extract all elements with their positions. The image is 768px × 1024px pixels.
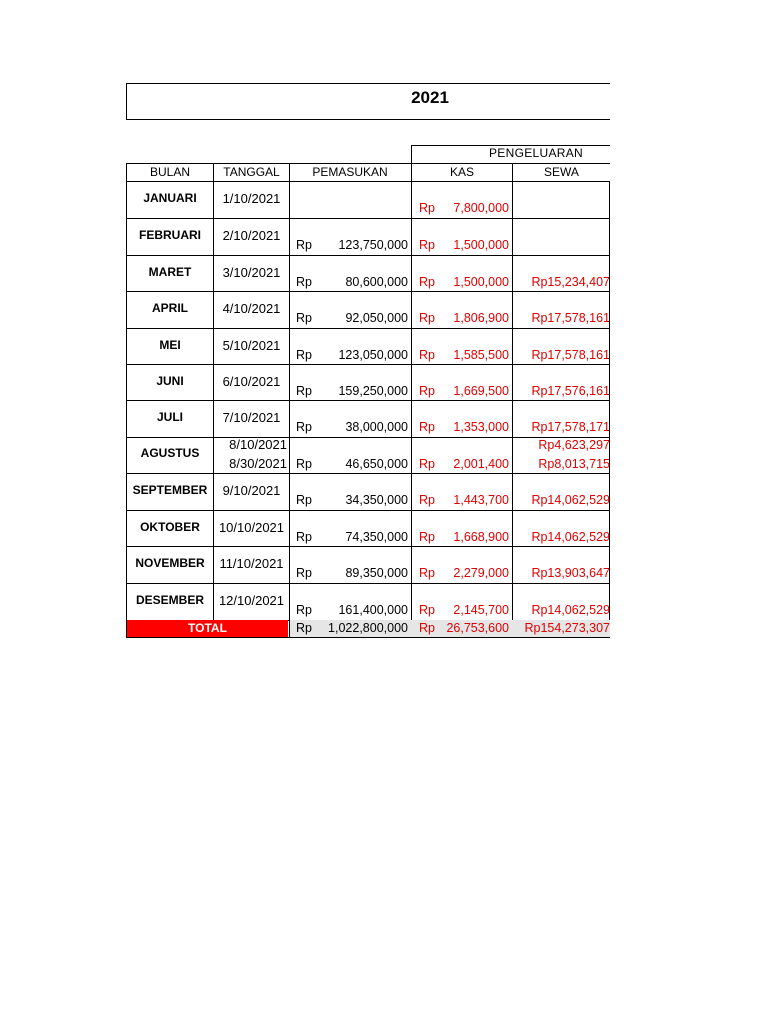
sewa-value: Rp17,578,161 bbox=[531, 311, 610, 325]
kas-value: 2,145,700 bbox=[453, 603, 509, 617]
sewa-value: Rp17,576,161 bbox=[531, 384, 610, 398]
kas-value: 1,353,000 bbox=[453, 420, 509, 434]
row-tanggal: 11/10/2021 bbox=[219, 556, 284, 571]
sewa-value: Rp14,062,529 bbox=[531, 530, 610, 544]
kas-currency: Rp bbox=[419, 238, 435, 252]
row-tanggal: 6/10/2021 bbox=[222, 374, 281, 389]
pemasukan-value: 74,350,000 bbox=[345, 530, 408, 544]
pemasukan-value: 92,050,000 bbox=[345, 311, 408, 325]
grid-line bbox=[126, 473, 610, 474]
kas-value: 7,800,000 bbox=[453, 201, 509, 215]
total-pemasukan: 1,022,800,000 bbox=[328, 621, 408, 635]
pemasukan-value: 123,050,000 bbox=[338, 348, 408, 362]
kas-currency: Rp bbox=[419, 348, 435, 362]
row-tanggal: 8/10/2021 bbox=[229, 437, 287, 452]
pemasukan-value: 89,350,000 bbox=[345, 566, 408, 580]
row-bulan: FEBRUARI bbox=[139, 228, 201, 242]
grid-line bbox=[126, 181, 610, 182]
total-sewa: Rp154,273,307 bbox=[524, 621, 610, 635]
row-tanggal: 4/10/2021 bbox=[222, 301, 281, 316]
pemasukan-value: 34,350,000 bbox=[345, 493, 408, 507]
row-bulan: MARET bbox=[148, 265, 192, 279]
row-tanggal: 10/10/2021 bbox=[218, 520, 285, 535]
total-pemasukan-currency: Rp bbox=[296, 621, 312, 635]
row-bulan: MEI bbox=[159, 338, 181, 352]
row-bulan: JANUARI bbox=[143, 191, 197, 205]
grid-line bbox=[126, 218, 610, 219]
grid-line bbox=[126, 400, 610, 401]
total-kas-currency: Rp bbox=[419, 621, 435, 635]
kas-currency: Rp bbox=[419, 566, 435, 580]
pemasukan-currency: Rp bbox=[296, 275, 312, 289]
header-bulan: BULAN bbox=[149, 165, 190, 179]
grid-line bbox=[126, 510, 610, 511]
pemasukan-currency: Rp bbox=[296, 311, 312, 325]
row-bulan: JUNI bbox=[156, 374, 184, 388]
kas-value: 1,500,000 bbox=[453, 238, 509, 252]
pemasukan-currency: Rp bbox=[296, 493, 312, 507]
kas-value: 1,443,700 bbox=[453, 493, 509, 507]
pemasukan-value: 80,600,000 bbox=[345, 275, 408, 289]
kas-value: 1,669,500 bbox=[453, 384, 509, 398]
row-tanggal: 9/10/2021 bbox=[222, 483, 281, 498]
kas-value: 2,001,400 bbox=[453, 457, 509, 471]
grid-line bbox=[126, 291, 610, 292]
kas-value: 1,668,900 bbox=[453, 530, 509, 544]
header-tanggal: TANGGAL bbox=[223, 165, 280, 179]
grid-line bbox=[126, 546, 610, 547]
pemasukan-currency: Rp bbox=[296, 603, 312, 617]
group-header-pengeluaran: PENGELUARAN bbox=[489, 146, 583, 160]
row-bulan: AGUSTUS bbox=[140, 446, 200, 460]
kas-currency: Rp bbox=[419, 493, 435, 507]
kas-currency: Rp bbox=[419, 530, 435, 544]
grid-line bbox=[126, 364, 610, 365]
grid-line bbox=[126, 163, 610, 164]
row-tanggal: 1/10/2021 bbox=[222, 191, 281, 206]
row-tanggal: 12/10/2021 bbox=[218, 593, 285, 608]
sewa-value: Rp4,623,297 bbox=[538, 438, 610, 452]
grid-line bbox=[126, 328, 610, 329]
pemasukan-value: 123,750,000 bbox=[338, 238, 408, 252]
sewa-value: Rp17,578,161 bbox=[531, 348, 610, 362]
pemasukan-currency: Rp bbox=[296, 566, 312, 580]
header-sewa: SEWA bbox=[544, 165, 579, 179]
row-bulan: SEPTEMBER bbox=[132, 483, 208, 497]
kas-currency: Rp bbox=[419, 275, 435, 289]
sheet-title: 2021 bbox=[411, 88, 449, 107]
pemasukan-value: 159,250,000 bbox=[338, 384, 408, 398]
row-bulan: OKTOBER bbox=[140, 520, 200, 534]
row-tanggal: 3/10/2021 bbox=[222, 265, 281, 280]
pemasukan-currency: Rp bbox=[296, 238, 312, 252]
sewa-value-2: Rp8,013,715 bbox=[538, 457, 610, 471]
sewa-value: Rp14,062,529 bbox=[531, 493, 610, 507]
total-label: TOTAL bbox=[127, 620, 288, 637]
sewa-value: Rp17,578,171 bbox=[531, 420, 610, 434]
kas-value: 1,500,000 bbox=[453, 275, 509, 289]
row-tanggal: 5/10/2021 bbox=[222, 338, 281, 353]
total-kas: 26,753,600 bbox=[446, 621, 509, 635]
row-bulan: APRIL bbox=[152, 301, 188, 315]
grid-line bbox=[126, 255, 610, 256]
kas-currency: Rp bbox=[419, 420, 435, 434]
kas-value: 2,279,000 bbox=[453, 566, 509, 580]
kas-value: 1,585,500 bbox=[453, 348, 509, 362]
pemasukan-currency: Rp bbox=[296, 530, 312, 544]
pemasukan-value: 161,400,000 bbox=[338, 603, 408, 617]
sewa-value: Rp15,234,407 bbox=[531, 275, 610, 289]
grid-line bbox=[289, 163, 290, 638]
pemasukan-currency: Rp bbox=[296, 348, 312, 362]
header-kas: KAS bbox=[449, 165, 474, 179]
grid-line bbox=[411, 163, 412, 638]
sewa-value: Rp13,903,647 bbox=[531, 566, 610, 580]
header-pemasukan: PEMASUKAN bbox=[312, 165, 388, 179]
kas-currency: Rp bbox=[419, 201, 435, 215]
kas-value: 1,806,900 bbox=[453, 311, 509, 325]
kas-currency: Rp bbox=[419, 603, 435, 617]
row-tanggal-2: 8/30/2021 bbox=[229, 456, 287, 471]
row-tanggal: 2/10/2021 bbox=[222, 228, 281, 243]
grid-line bbox=[126, 583, 610, 584]
kas-currency: Rp bbox=[419, 311, 435, 325]
kas-currency: Rp bbox=[419, 457, 435, 471]
row-bulan: NOVEMBER bbox=[135, 556, 205, 570]
pemasukan-currency: Rp bbox=[296, 457, 312, 471]
pemasukan-value: 46,650,000 bbox=[345, 457, 408, 471]
pemasukan-currency: Rp bbox=[296, 420, 312, 434]
grid-line bbox=[126, 637, 610, 638]
row-bulan: DESEMBER bbox=[135, 593, 204, 607]
pemasukan-currency: Rp bbox=[296, 384, 312, 398]
row-tanggal: 7/10/2021 bbox=[222, 410, 281, 425]
kas-currency: Rp bbox=[419, 384, 435, 398]
pemasukan-value: 38,000,000 bbox=[345, 420, 408, 434]
row-bulan: JULI bbox=[156, 410, 183, 424]
sewa-value: Rp14,062,529 bbox=[531, 603, 610, 617]
